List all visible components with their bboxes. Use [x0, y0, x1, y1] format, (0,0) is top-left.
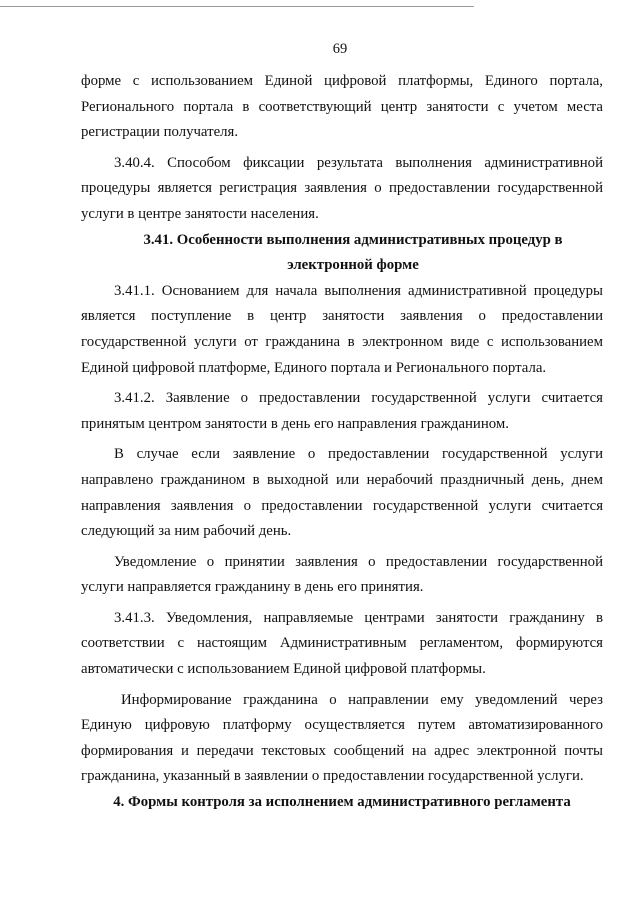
paragraph-continuation: форме с использованием Единой цифровой платформы, Единого портала, Регионального портала в соответствующий центр занятости с учетом места регистрации получателя.: [81, 73, 603, 141]
paragraph-weekend-rule: В случае если заявление о предоставлении государственной услуги направлено гражданином в выходной или нерабочий праздничный день, днем направления заявления о предоставлении государственной услуги считается следующий за ним рабочий день.: [81, 446, 603, 540]
document-body: [81, 69, 603, 816]
top-scan-rule: [0, 6, 474, 7]
paragraph-3-41-2: 3.41.2. Заявление о предоставлении государственной услуги считается принятым центром занятости в день его направления гражданином.: [81, 390, 603, 432]
paragraph-3-41-1: 3.41.1. Основанием для начала выполнения административной процедуры является поступление в центр занятости заявления о предоставлении государственной услуги от гражданина в электронном виде с использованием Единой цифровой платформе, Единого портала и Регионального портала.: [81, 282, 603, 376]
section-heading-3-41-line1: 3.41. Особенности выполнения административных процедур в: [143, 231, 563, 248]
section-heading-3-41: [81, 228, 603, 279]
paragraph-3-41-3: 3.41.3. Уведомления, направляемые центрами занятости гражданину в соответствии с настоящим Административным регламентом, формируются автоматически с использованием Единой цифровой платформы.: [81, 609, 603, 678]
page-number: 69: [332, 41, 348, 57]
section-heading-3-41-line2: электронной форме: [287, 257, 419, 274]
section-heading-4: 4. Формы контроля за исполнением административного регламента: [113, 794, 571, 811]
paragraph-informing: Информирование гражданина о направлении ему уведомлений через Единую цифровую платформу осуществляется путем автоматизированного формирования и передачи текстовых сообщений на адрес электронной почты гражданина, указанный в заявлении о предоставлении государственной услуги.: [81, 691, 603, 785]
paragraph-acceptance-notice: Уведомление о принятии заявления о предоставлении государственной услуги направляется гражданину в день его принятия.: [81, 553, 603, 596]
paragraph-3-40-4: 3.40.4. Способом фиксации результата выполнения административной процедуры является регистрация заявления о предоставлении государственной услуги в центре занятости населения.: [81, 154, 603, 222]
